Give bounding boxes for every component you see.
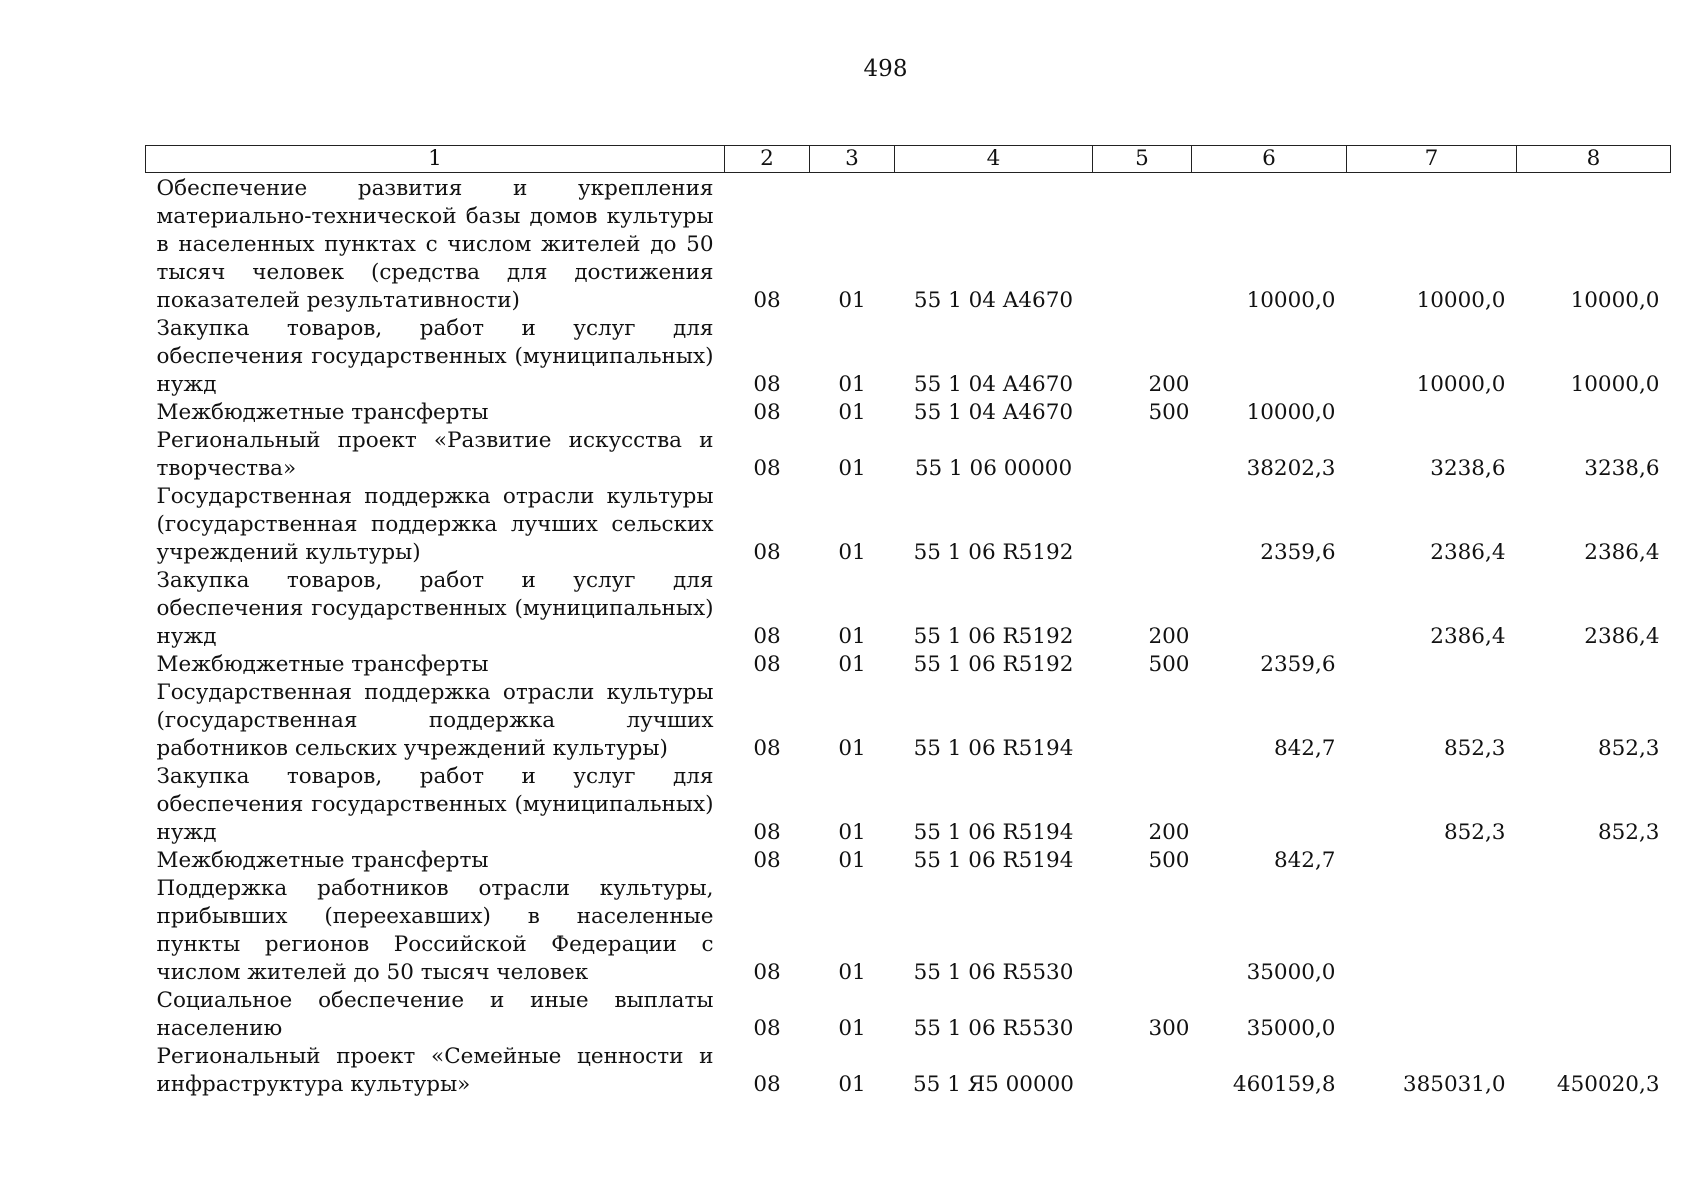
target-article-code: 55 1 06 R5194 [913, 820, 1074, 845]
table-row [146, 315, 1671, 399]
section-code: 08 [753, 1072, 781, 1097]
amount-col6: 842,7 [1273, 848, 1336, 873]
column-header: 1 [146, 146, 725, 173]
row-name: Межбюджетные трансферты [156, 848, 489, 873]
section-code: 08 [753, 960, 781, 985]
section-code: 08 [753, 540, 781, 565]
table-body [146, 173, 1671, 1100]
section-code: 08 [753, 1016, 781, 1041]
row-name: Обеспечение развития и укрепления материально-технической базы домов культуры в населенных пунктах с числом жителей до 50 тысяч человек (средства для достижения показателей результативности) [156, 176, 714, 313]
target-article-code: 55 1 06 R5194 [913, 736, 1074, 761]
amount-col6 [1192, 763, 1347, 847]
amount-col8 [1517, 847, 1671, 875]
target-article-code: 55 1 Я5 00000 [913, 1072, 1074, 1097]
amount-col7: 2386,4 [1430, 540, 1506, 565]
target-article-code: 55 1 06 R5192 [913, 540, 1074, 565]
amount-col8 [1517, 987, 1671, 1043]
column-header: 6 [1192, 146, 1347, 173]
amount-col6: 842,7 [1273, 736, 1336, 761]
section-code: 08 [753, 848, 781, 873]
column-header: 8 [1517, 146, 1671, 173]
section-code: 08 [753, 624, 781, 649]
table-row [146, 763, 1671, 847]
row-name: Межбюджетные трансферты [156, 400, 489, 425]
target-article-code: 55 1 06 R5194 [913, 848, 1074, 873]
row-name: Региональный проект «Семейные ценности и инфраструктура культуры» [156, 1044, 714, 1097]
amount-col8 [1517, 875, 1671, 987]
expense-type-code: 500 [1148, 400, 1190, 425]
table-row [146, 847, 1671, 875]
amount-col8: 852,3 [1597, 736, 1660, 761]
amount-col8: 450020,3 [1556, 1072, 1660, 1097]
row-name: Государственная поддержка отрасли культуры (государственная поддержка лучших сельских учреждений культуры) [156, 484, 714, 565]
amount-col7: 2386,4 [1430, 624, 1506, 649]
subsection-code: 01 [838, 624, 866, 649]
subsection-code: 01 [838, 1016, 866, 1041]
expense-type-code: 200 [1148, 624, 1190, 649]
amount-col8: 2386,4 [1584, 540, 1660, 565]
table-row [146, 427, 1671, 483]
subsection-code: 01 [838, 288, 866, 313]
target-article-code: 55 1 04 A4670 [913, 372, 1074, 397]
amount-col6: 10000,0 [1246, 400, 1336, 425]
target-article-code: 55 1 04 A4670 [913, 288, 1074, 313]
amount-col6: 460159,8 [1232, 1072, 1336, 1097]
target-article-code: 55 1 06 R5530 [913, 1016, 1074, 1041]
subsection-code: 01 [838, 540, 866, 565]
table-row [146, 1043, 1671, 1099]
subsection-code: 01 [838, 736, 866, 761]
subsection-code: 01 [838, 820, 866, 845]
column-header: 2 [725, 146, 810, 173]
amount-col8: 2386,4 [1584, 624, 1660, 649]
amount-col8: 10000,0 [1570, 288, 1660, 313]
subsection-code: 01 [838, 456, 866, 481]
row-name: Закупка товаров, работ и услуг для обеспечения государственных (муниципальных) нужд [156, 316, 714, 397]
expense-type-code [1093, 679, 1192, 763]
amount-col8: 10000,0 [1570, 372, 1660, 397]
target-article-code: 55 1 06 R5530 [913, 960, 1074, 985]
amount-col7: 852,3 [1443, 820, 1506, 845]
table-row [146, 173, 1671, 316]
row-name: Социальное обеспечение и иные выплаты населению [156, 988, 714, 1041]
expense-type-code [1093, 173, 1192, 316]
amount-col7 [1347, 399, 1517, 427]
amount-col7: 10000,0 [1416, 288, 1506, 313]
section-code: 08 [753, 456, 781, 481]
expense-type-code: 200 [1148, 372, 1190, 397]
subsection-code: 01 [838, 372, 866, 397]
table-row [146, 679, 1671, 763]
amount-col6 [1192, 315, 1347, 399]
amount-col7 [1347, 847, 1517, 875]
amount-col6: 2359,6 [1260, 540, 1336, 565]
target-article-code: 55 1 06 00000 [914, 456, 1073, 481]
row-name: Закупка товаров, работ и услуг для обеспечения государственных (муниципальных) нужд [156, 568, 714, 649]
expense-type-code: 300 [1148, 1016, 1190, 1041]
target-article-code: 55 1 06 R5192 [913, 624, 1074, 649]
amount-col6: 38202,3 [1246, 456, 1336, 481]
table-row [146, 875, 1671, 987]
amount-col7 [1347, 987, 1517, 1043]
expense-type-code [1093, 427, 1192, 483]
expense-type-code: 200 [1148, 820, 1190, 845]
amount-col8: 3238,6 [1584, 456, 1660, 481]
subsection-code: 01 [838, 1072, 866, 1097]
section-code: 08 [753, 288, 781, 313]
amount-col8: 852,3 [1597, 820, 1660, 845]
table-header [146, 146, 1671, 173]
table-row [146, 567, 1671, 651]
page-number: 498 [863, 56, 908, 82]
amount-col7: 3238,6 [1430, 456, 1506, 481]
section-code: 08 [753, 736, 781, 761]
target-article-code: 55 1 06 R5192 [913, 652, 1074, 677]
column-header: 7 [1347, 146, 1517, 173]
section-code: 08 [753, 820, 781, 845]
expense-type-code [1093, 483, 1192, 567]
table-row [146, 483, 1671, 567]
table-row [146, 651, 1671, 679]
amount-col7: 10000,0 [1416, 372, 1506, 397]
subsection-code: 01 [838, 848, 866, 873]
budget-table [145, 145, 1671, 1099]
row-name: Поддержка работников отрасли культуры, прибывших (переехавших) в населенные пункты регионов Российской Федерации с числом жителей до 50 тысяч человек [156, 876, 714, 985]
section-code: 08 [753, 400, 781, 425]
amount-col7: 385031,0 [1402, 1072, 1506, 1097]
amount-col6: 35000,0 [1246, 960, 1336, 985]
row-name: Региональный проект «Развитие искусства и творчества» [156, 428, 714, 481]
amount-col6: 10000,0 [1246, 288, 1336, 313]
amount-col8 [1517, 651, 1671, 679]
table-row [146, 987, 1671, 1043]
amount-col7 [1347, 651, 1517, 679]
amount-col6: 35000,0 [1246, 1016, 1336, 1041]
target-article-code: 55 1 04 A4670 [913, 400, 1074, 425]
expense-type-code: 500 [1148, 652, 1190, 677]
table-row [146, 399, 1671, 427]
amount-col7: 852,3 [1443, 736, 1506, 761]
row-name: Межбюджетные трансферты [156, 652, 489, 677]
amount-col8 [1517, 399, 1671, 427]
expense-type-code: 500 [1148, 848, 1190, 873]
amount-col6 [1192, 567, 1347, 651]
row-name: Закупка товаров, работ и услуг для обеспечения государственных (муниципальных) нужд [156, 764, 714, 845]
column-header: 5 [1093, 146, 1192, 173]
section-code: 08 [753, 372, 781, 397]
amount-col6: 2359,6 [1260, 652, 1336, 677]
row-name: Государственная поддержка отрасли культуры (государственная поддержка лучших работников сельских учреждений культуры) [156, 680, 714, 761]
subsection-code: 01 [838, 652, 866, 677]
column-header: 4 [895, 146, 1093, 173]
expense-type-code [1093, 875, 1192, 987]
subsection-code: 01 [838, 400, 866, 425]
expense-type-code [1093, 1043, 1192, 1099]
subsection-code: 01 [838, 960, 866, 985]
column-header: 3 [810, 146, 895, 173]
section-code: 08 [753, 652, 781, 677]
amount-col7 [1347, 875, 1517, 987]
